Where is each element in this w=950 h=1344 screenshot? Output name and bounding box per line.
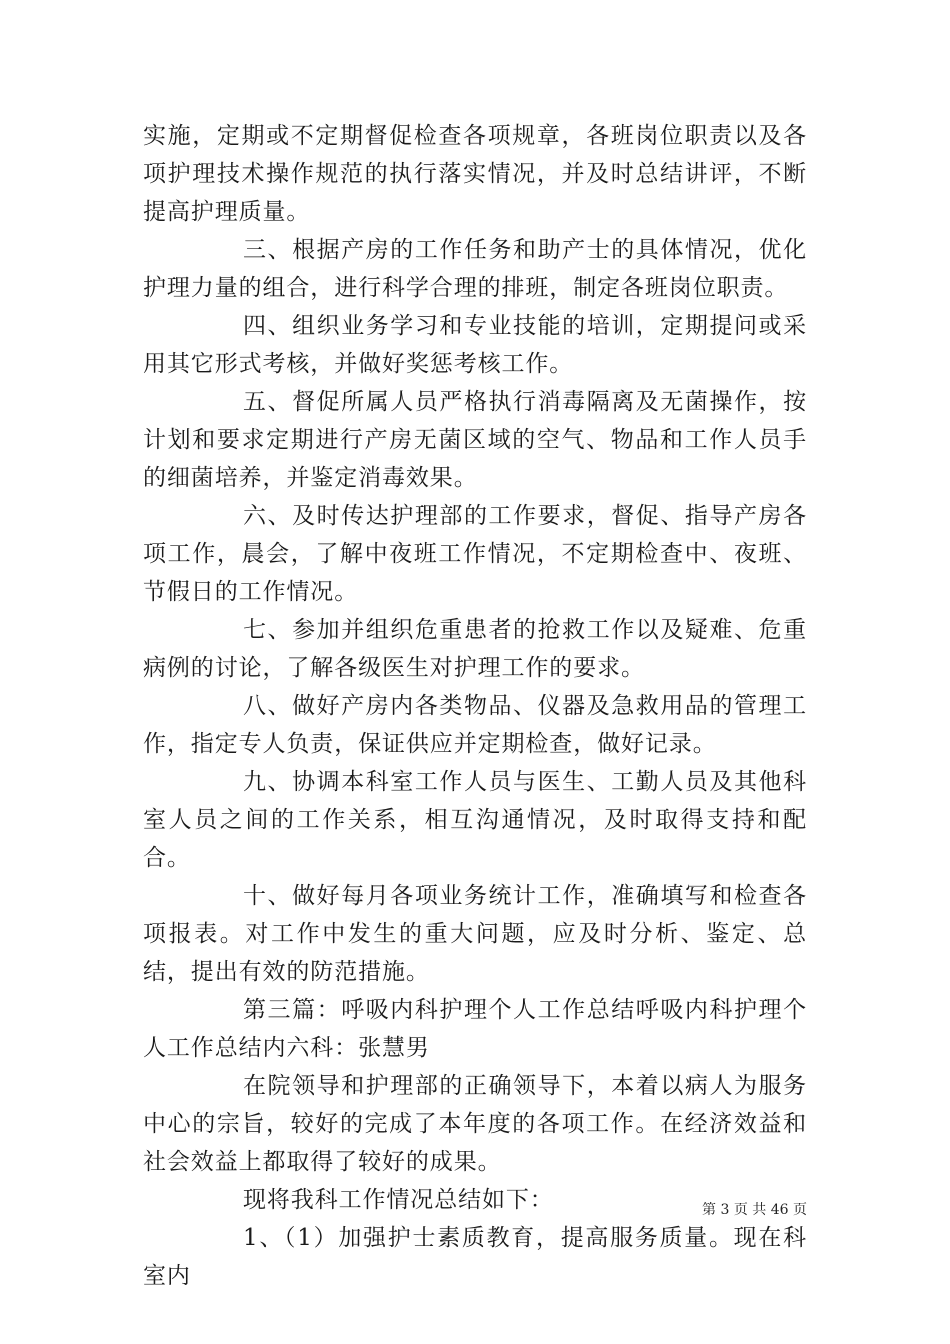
- paragraph-item-6: 六、及时传达护理部的工作要求，督促、指导产房各项工作，晨会，了解中夜班工作情况，不定期检查中、夜班、节假日的工作情况。: [143, 503, 807, 605]
- paragraph-item-10: 十、做好每月各项业务统计工作，准确填写和检查各项报表。对工作中发生的重大问题，应及时分析、鉴定、总结，提出有效的防范措施。: [143, 883, 807, 985]
- section-heading-part-3: 第三篇：呼吸内科护理个人工作总结呼吸内科护理个人工作总结内六科：张慧男: [143, 997, 807, 1061]
- paragraph-summary-lead: 现将我科工作情况总结如下：: [243, 1187, 554, 1213]
- paragraph-continuation: 实施，定期或不定期督促检查各项规章，各班岗位职责以及各项护理技术操作规范的执行落实情况，并及时总结讲评，不断提高护理质量。: [143, 123, 807, 225]
- document-body: [143, 117, 807, 1295]
- paragraph-item-4: 四、组织业务学习和专业技能的培训，定期提问或采用其它形式考核，并做好奖惩考核工作。: [143, 313, 807, 377]
- paragraph-item-7: 七、参加并组织危重患者的抢救工作以及疑难、危重病例的讨论，了解各级医生对护理工作的要求。: [143, 617, 807, 681]
- paragraph-point-1: 1、（1）加强护士素质教育，提高服务质量。现在科室内: [143, 1225, 807, 1289]
- paragraph-item-5: 五、督促所属人员严格执行消毒隔离及无菌操作，按计划和要求定期进行产房无菌区域的空气、物品和工作人员手的细菌培养，并鉴定消毒效果。: [143, 389, 807, 491]
- paragraph-item-9: 九、协调本科室工作人员与医生、工勤人员及其他科室人员之间的工作关系，相互沟通情况，及时取得支持和配合。: [143, 769, 807, 871]
- paragraph-intro: 在院领导和护理部的正确领导下，本着以病人为服务中心的宗旨，较好的完成了本年度的各项工作。在经济效益和社会效益上都取得了较好的成果。: [143, 1073, 807, 1175]
- page-number-footer: 第 3 页 共 46 页: [702, 1202, 807, 1218]
- paragraph-item-8: 八、做好产房内各类物品、仪器及急救用品的管理工作，指定专人负责，保证供应并定期检查，做好记录。: [143, 693, 807, 757]
- paragraph-item-3: 三、根据产房的工作任务和助产士的具体情况，优化护理力量的组合，进行科学合理的排班，制定各班岗位职责。: [143, 237, 807, 301]
